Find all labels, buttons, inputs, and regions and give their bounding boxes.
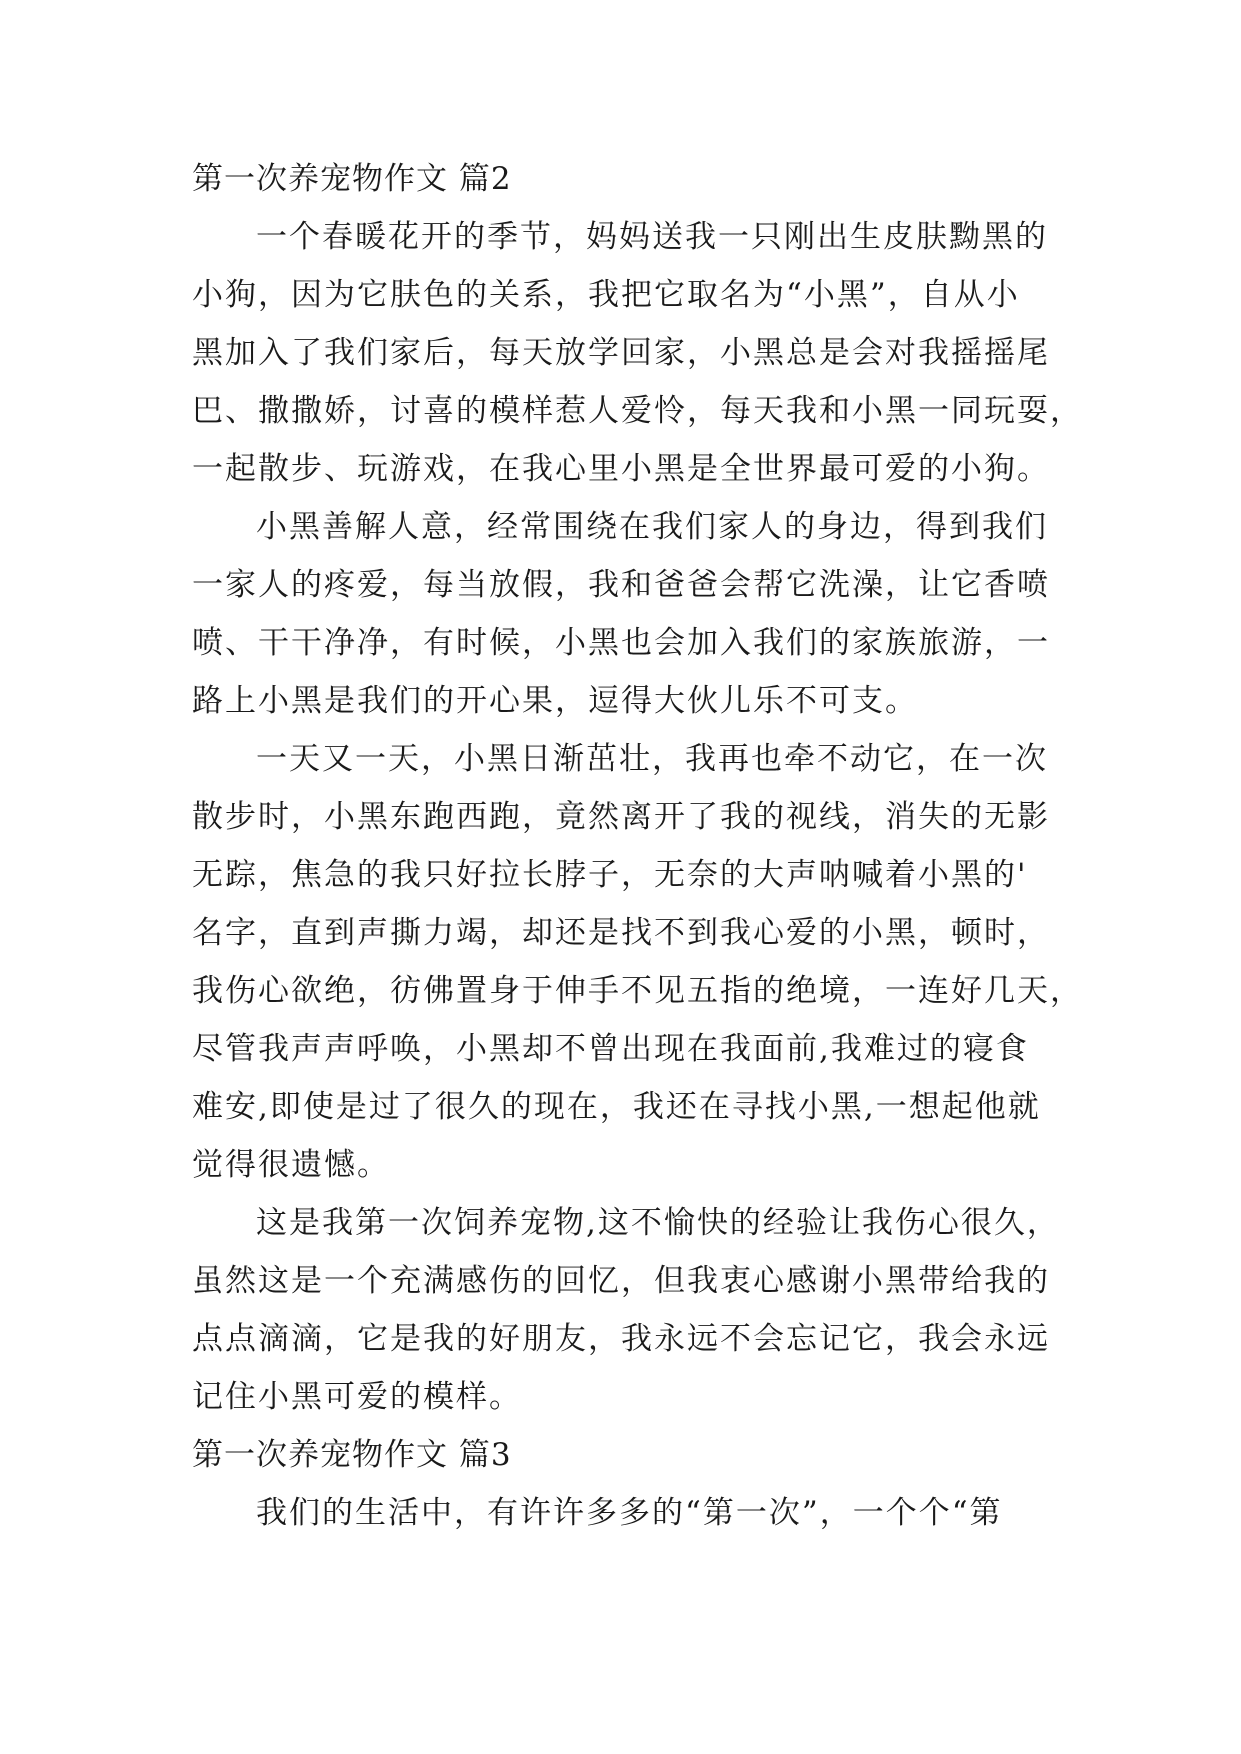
section-heading: 第一次养宠物作文 篇3 <box>192 1437 512 1473</box>
paragraph-line: 点点滴滴，它是我的好朋友，我永远不会忘记它，我会永远 <box>192 1321 1050 1357</box>
document-page <box>192 150 1083 1542</box>
paragraph-line: 尽管我声声呼唤，小黑却不曾出现在我面前,我难过的寝食 <box>192 1031 1029 1067</box>
section-heading: 第一次养宠物作文 篇2 <box>192 161 512 197</box>
paragraph-line: 黑加入了我们家后，每天放学回家，小黑总是会对我摇摇尾 <box>192 335 1050 371</box>
paragraph-line: 一个春暖花开的季节，妈妈送我一只刚出生皮肤黝黑的 <box>256 219 1048 255</box>
paragraph-line: 记住小黑可爱的模样。 <box>192 1379 522 1415</box>
paragraph-line: 巴、撒撒娇，讨喜的模样惹人爱怜，每天我和小黑一同玩耍， <box>192 393 1083 429</box>
paragraph-line: 一起散步、玩游戏，在我心里小黑是全世界最可爱的小狗。 <box>192 451 1050 487</box>
paragraph-line: 觉得很遗憾。 <box>192 1147 390 1183</box>
paragraph-line: 一天又一天，小黑日渐茁壮，我再也牵不动它，在一次 <box>256 741 1048 777</box>
paragraph-line: 无踪，焦急的我只好拉长脖子，无奈的大声呐喊着小黑的' <box>192 857 1028 893</box>
paragraph-line: 小黑善解人意，经常围绕在我们家人的身边，得到我们 <box>256 509 1048 545</box>
paragraph-line: 虽然这是一个充满感伤的回忆，但我衷心感谢小黑带给我的 <box>192 1263 1050 1299</box>
paragraph-line: 路上小黑是我们的开心果，逗得大伙儿乐不可支。 <box>192 683 918 719</box>
paragraph-line: 小狗，因为它肤色的关系，我把它取名为“小黑”，自从小 <box>192 277 1020 313</box>
paragraph-line: 喷、干干净净，有时候，小黑也会加入我们的家族旅游，一 <box>192 625 1050 661</box>
paragraph-line: 难安,即使是过了很久的现在，我还在寻找小黑,一想起他就 <box>192 1089 1041 1125</box>
paragraph-line: 一家人的疼爱，每当放假，我和爸爸会帮它洗澡，让它香喷 <box>192 567 1050 603</box>
paragraph-line: 名字，直到声撕力竭，却还是找不到我心爱的小黑，顿时， <box>192 915 1050 951</box>
paragraph-line: 散步时，小黑东跑西跑，竟然离开了我的视线，消失的无影 <box>192 799 1050 835</box>
paragraph-line: 我伤心欲绝，彷佛置身于伸手不见五指的绝境，一连好几天， <box>192 973 1083 1009</box>
paragraph-line: 这是我第一次饲养宠物,这不愉快的经验让我伤心很久， <box>256 1205 1060 1241</box>
paragraph-line: 我们的生活中，有许许多多的“第一次”，一个个“第 <box>256 1495 1003 1531</box>
